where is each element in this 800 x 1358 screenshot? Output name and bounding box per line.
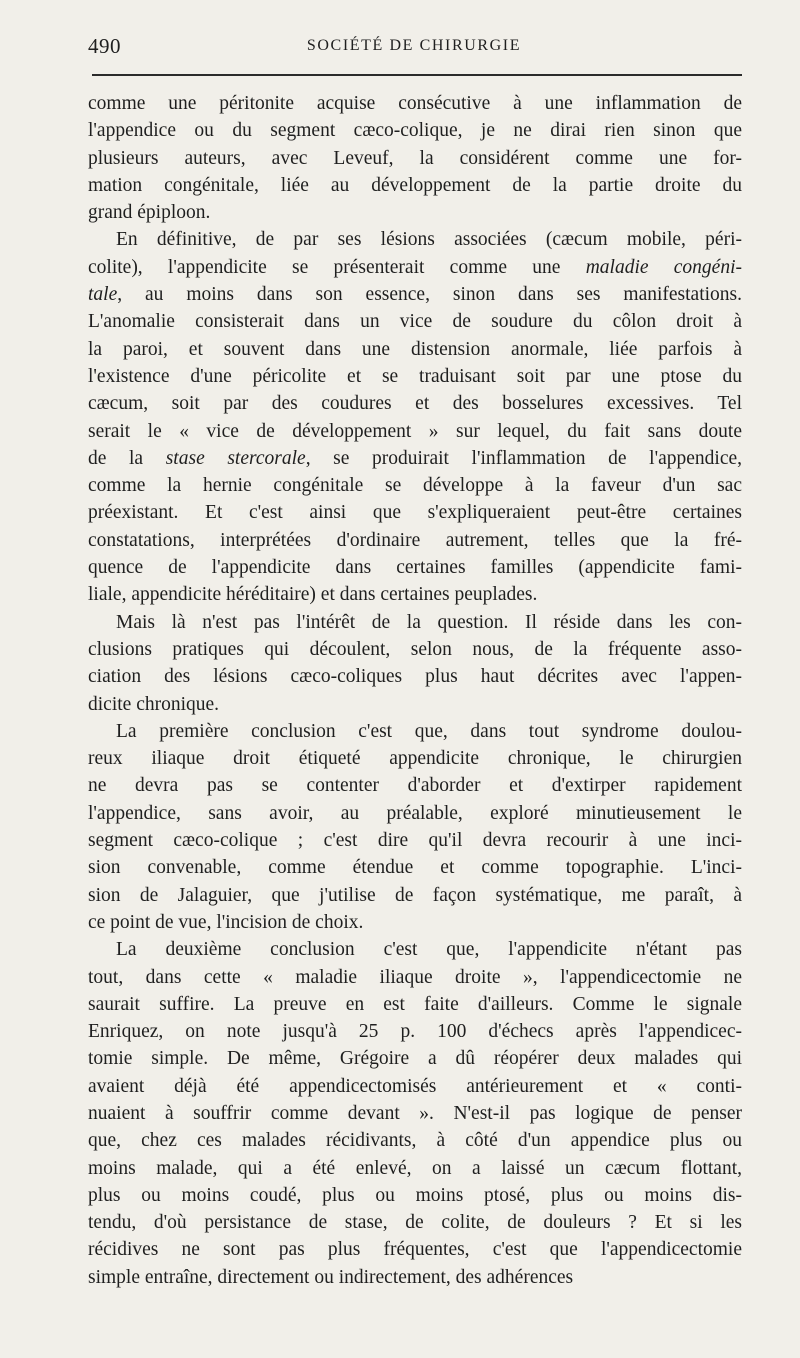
text-line: tomie simple. De même, Grégoire a dû réopérer deux malades qui — [88, 1048, 742, 1070]
text-line: Enriquez, on note jusqu'à 25 p. 100 d'échecs après l'appendicec- — [88, 1021, 742, 1043]
text-line: grand épiploon. — [88, 202, 211, 224]
text-line: l'appendice, sans avoir, au préalable, exploré minutieusement le — [88, 802, 742, 824]
text-line: mation congénitale, liée au développement de la partie droite du — [88, 174, 742, 196]
paragraph — [88, 609, 742, 718]
text-line: sion de Jalaguier, que j'utilise de façon systématique, me paraît, à — [88, 884, 742, 906]
text-line: ce point de vue, l'incision de choix. — [88, 911, 364, 933]
text-line: L'anomalie consisterait dans un vice de soudure du côlon droit à — [88, 311, 742, 333]
text-line: nuaient à souffrir comme devant ». N'est-il pas logique de penser — [88, 1102, 742, 1124]
header-rule — [92, 74, 742, 76]
text-line: que, chez ces malades récidivants, à côté d'un appendice plus ou — [88, 1130, 742, 1152]
text-line: plusieurs auteurs, avec Leveuf, la considérent comme une for- — [88, 147, 742, 169]
paragraph — [88, 90, 742, 226]
text-line: l'appendice ou du segment cæco-colique, je ne dirai rien sinon que — [88, 120, 742, 142]
body-text — [88, 90, 742, 1291]
text-line: moins malade, qui a été enlevé, on a laissé un cæcum flottant, — [88, 1157, 742, 1179]
running-head: SOCIÉTÉ DE CHIRURGIE — [306, 37, 522, 54]
text-line: En définitive, de par ses lésions associées (cæcum mobile, péri- — [116, 229, 742, 251]
paragraph — [88, 226, 742, 608]
text-line: comme la hernie congénitale se développe à la faveur d'un sac — [88, 475, 742, 497]
text-line: tout, dans cette « maladie iliaque droite », l'appendicectomie ne — [88, 966, 742, 988]
text-line: tendu, d'où persistance de stase, de colite, de douleurs ? Et si les — [88, 1212, 742, 1234]
text-line: l'existence d'une péricolite et se traduisant soit par une ptose du — [88, 365, 742, 387]
text-line: plus ou moins coudé, plus ou moins ptosé, plus ou moins dis- — [88, 1184, 742, 1206]
text-line: reux iliaque droit étiqueté appendicite chronique, le chirurgien — [88, 748, 742, 770]
text-line: saurait suffire. La preuve en est faite d'ailleurs. Comme le signale — [88, 993, 742, 1015]
text-line: la paroi, et souvent dans une distension anormale, liée parfois à — [88, 338, 742, 360]
text-line: constatations, interprétées d'ordinaire autrement, telles que la fré- — [88, 529, 742, 551]
page-number: 490 — [88, 34, 121, 58]
text-line: segment cæco-colique ; c'est dire qu'il devra recourir à une inci- — [88, 830, 742, 852]
text-line: ne devra pas se contenter d'aborder et d'extirper rapidement — [88, 775, 742, 797]
text-line: tale, au moins dans son essence, sinon dans ses manifestations. — [88, 284, 742, 306]
text-line: préexistant. Et c'est ainsi que s'expliqueraient peut-être certaines — [88, 502, 742, 524]
text-line: de la stase stercorale, se produirait l'inflammation de l'appendice, — [88, 447, 743, 469]
page-header — [88, 30, 740, 64]
text-line: La première conclusion c'est que, dans tout syndrome doulou- — [116, 720, 742, 742]
text-line: Mais là n'est pas l'intérêt de la question. Il réside dans les con- — [116, 611, 742, 633]
text-line: serait le « vice de développement » sur lequel, du fait sans doute — [88, 420, 742, 442]
text-line: quence de l'appendicite dans certaines familles (appendicite fami- — [88, 557, 742, 579]
text-line: La deuxième conclusion c'est que, l'appendicite n'étant pas — [116, 939, 742, 961]
text-line: cæcum, soit par des coudures et des bosselures excessives. Tel — [88, 393, 742, 415]
text-line: avaient déjà été appendicectomisés antérieurement et « conti- — [88, 1075, 742, 1097]
paragraph — [88, 936, 742, 1291]
text-line: récidives ne sont pas plus fréquentes, c'est que l'appendicectomie — [88, 1239, 742, 1261]
text-line: comme une péritonite acquise consécutive à une inflammation de — [88, 93, 742, 114]
text-line: dicite chronique. — [88, 693, 220, 715]
text-line: ciation des lésions cæco-coliques plus haut décrites avec l'appen- — [88, 666, 742, 688]
text-line: simple entraîne, directement ou indirectement, des adhérences — [88, 1266, 574, 1288]
text-line: colite), l'appendicite se présenterait comme une maladie congéni- — [88, 256, 742, 278]
text-line: sion convenable, comme étendue et comme topographie. L'inci- — [88, 857, 742, 879]
paragraph — [88, 718, 742, 936]
text-line: clusions pratiques qui découlent, selon nous, de la fréquente asso- — [88, 638, 742, 660]
text-line: liale, appendicite héréditaire) et dans certaines peuplades. — [88, 584, 538, 606]
